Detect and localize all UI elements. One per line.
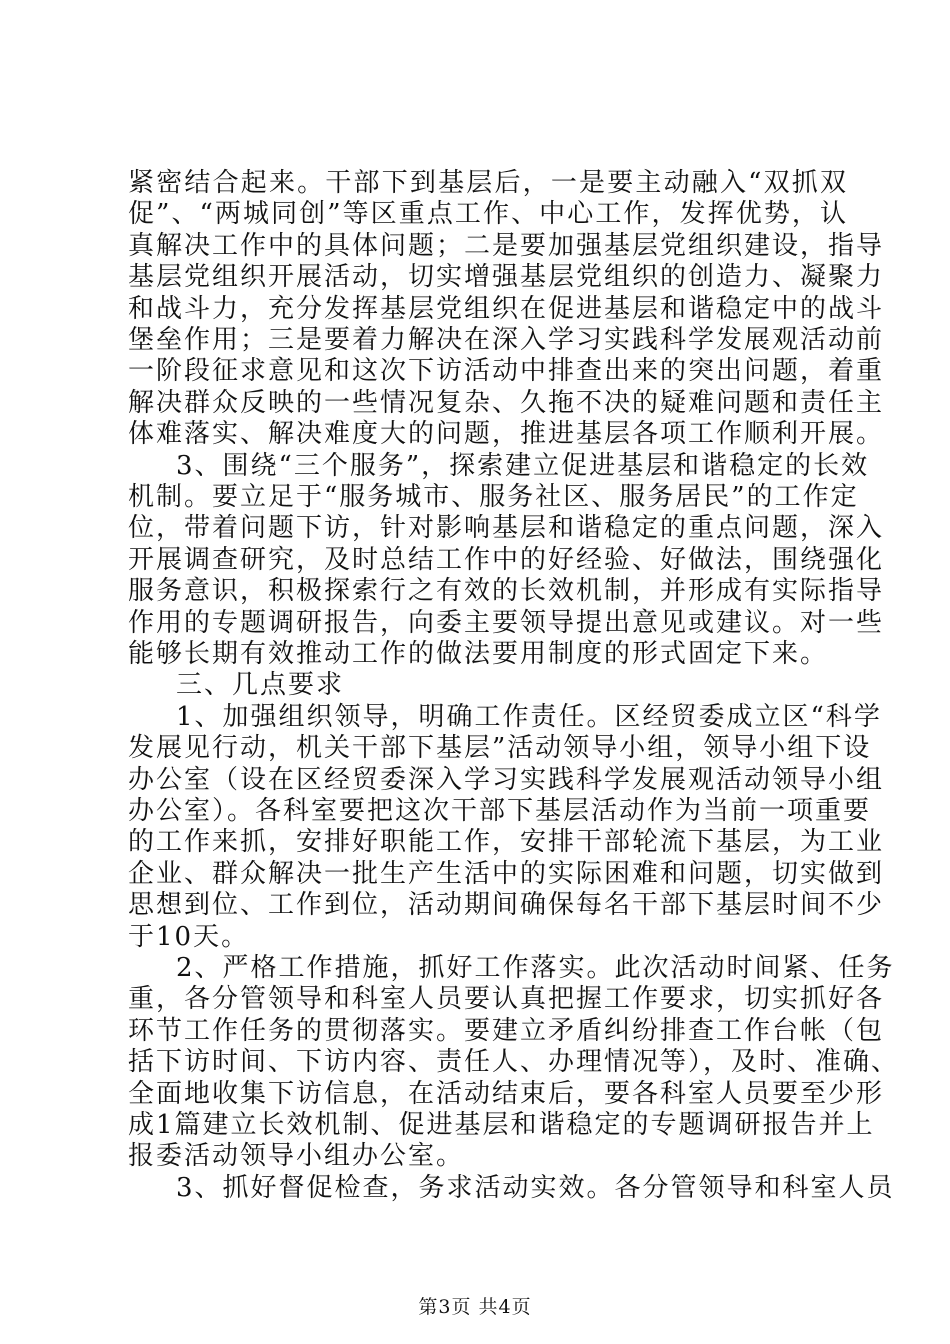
body-text-line: 解决群众反映的一些情况复杂、久拖不决的疑难问题和责任主 <box>128 387 885 418</box>
body-text-line: 括下访时间、下访内容、责任人、办理情况等），及时、准确、 <box>128 1047 900 1078</box>
body-text-line: 3、围绕“三个服务”，探索建立促进基层和谐稳定的长效 <box>176 450 870 481</box>
page-number-footer: 第3页 共4页 <box>418 1296 532 1318</box>
body-text-line: 发展见行动，机关干部下基层”活动领导小组，领导小组下设 <box>128 733 872 764</box>
body-text-line: 思想到位、工作到位，活动期间确保每名干部下基层时间不少 <box>128 890 885 921</box>
body-text-line: 紧密结合起来。干部下到基层后，一是要主动融入“双抓双 <box>128 168 848 198</box>
body-text-line: 企业、群众解决一批生产生活中的实际困难和问题，切实做到 <box>128 858 885 889</box>
body-text-line: 促”、“两城同创”等区重点工作、中心工作，发挥优势，认 <box>128 199 848 230</box>
body-text-line: 堡垒作用；三是要着力解决在深入学习实践科学发展观活动前 <box>128 325 885 355</box>
body-text-line: 真解决工作中的具体问题；二是要加强基层党组织建设，指导 <box>128 230 885 261</box>
body-text-line: 重，各分管领导和科室人员要认真把握工作要求，切实抓好各 <box>128 984 885 1015</box>
body-text-line: 全面地收集下访信息，在活动结束后，要各科室人员要至少形 <box>128 1078 885 1109</box>
body-text-line: 1、加强组织领导，明确工作责任。区经贸委成立区“科学 <box>176 701 882 732</box>
body-text-line: 报委活动领导小组办公室。 <box>128 1141 465 1172</box>
body-text-line: 作用的专题调研报告，向委主要领导提出意见或建议。对一些 <box>128 607 885 638</box>
body-text-line: 办公室（设在区经贸委深入学习实践科学发展观活动领导小组 <box>128 764 885 795</box>
body-text-line: 基层党组织开展活动，切实增强基层党组织的创造力、凝聚力 <box>128 262 885 293</box>
body-text-line: 的工作来抓，安排好职能工作，安排干部轮流下基层，为工业 <box>128 827 885 858</box>
body-text-line: 2、严格工作措施，抓好工作落实。此次活动时间紧、任务 <box>176 953 895 983</box>
body-text-line: 办公室）。各科室要把这次干部下基层活动作为当前一项重要 <box>128 796 872 826</box>
body-text-line: 服务意识，积极探索行之有效的长效机制，并形成有实际指导 <box>128 576 885 607</box>
body-text-line: 一阶段征求意见和这次下访活动中排查出来的突出问题，着重 <box>128 356 885 387</box>
body-text-line: 3、抓好督促检查，务求活动实效。各分管领导和科室人员 <box>176 1172 895 1203</box>
body-text-line: 能够长期有效推动工作的做法要用制度的形式固定下来。 <box>128 639 829 669</box>
body-text-line: 环节工作任务的贯彻落实。要建立矛盾纠纷排查工作台帐（包 <box>128 1015 885 1046</box>
body-text-line: 机制。要立足于“服务城市、服务社区、服务居民”的工作定 <box>128 482 859 512</box>
body-text-line: 开展调查研究，及时总结工作中的好经验、好做法，围绕强化 <box>128 544 885 575</box>
body-text-line: 位，带着问题下访，针对影响基层和谐稳定的重点问题，深入 <box>128 513 885 544</box>
body-text-line: 于10天。 <box>128 921 250 952</box>
body-text-line: 成1篇建立长效机制、促进基层和谐稳定的专题调研报告并上 <box>128 1110 875 1140</box>
section-heading: 三、几点要求 <box>176 670 345 701</box>
body-text-line: 和战斗力，充分发挥基层党组织在促进基层和谐稳定中的战斗 <box>128 293 885 324</box>
body-text-line: 体难落实、解决难度大的问题，推进基层各项工作顺利开展。 <box>128 419 885 450</box>
